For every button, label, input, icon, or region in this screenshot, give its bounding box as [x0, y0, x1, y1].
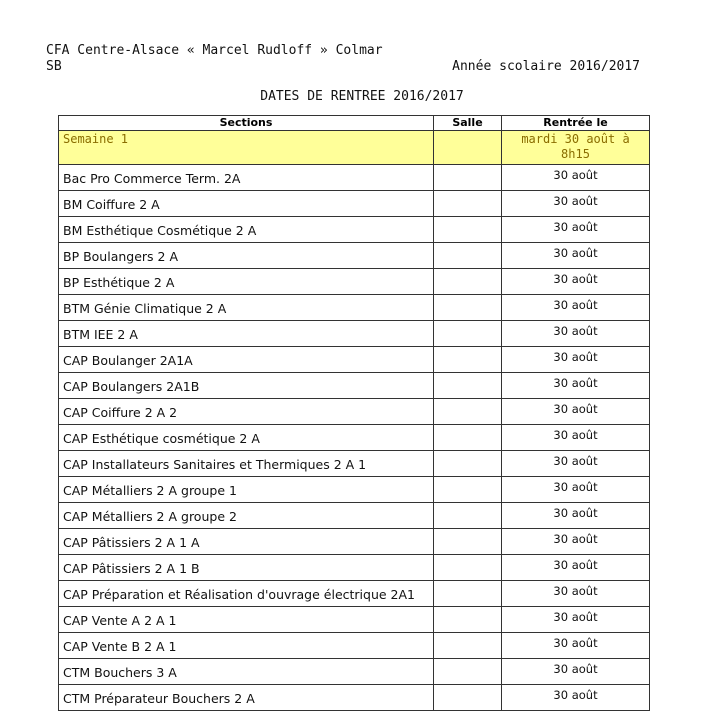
salle-cell [434, 555, 502, 581]
section-cell: Bac Pro Commerce Term. 2A [59, 165, 434, 191]
table-row [59, 503, 650, 529]
table-row [59, 373, 650, 399]
section-cell: CAP Pâtissiers 2 A 1 B [59, 555, 434, 581]
date-cell: 30 août [502, 477, 650, 503]
section-cell: CTM Préparateur Bouchers 2 A [59, 685, 434, 711]
column-header-sections: Sections [59, 116, 434, 131]
table-row [59, 477, 650, 503]
table-row [59, 529, 650, 555]
date-cell: 30 août [502, 191, 650, 217]
section-cell: BP Esthétique 2 A [59, 269, 434, 295]
date-cell: 30 août [502, 243, 650, 269]
date-cell: 30 août [502, 165, 650, 191]
schedule-table [58, 115, 650, 711]
section-cell: CAP Préparation et Réalisation d'ouvrage électrique 2A1 [59, 581, 434, 607]
salle-cell [434, 321, 502, 347]
salle-cell [434, 373, 502, 399]
week-salle [434, 131, 502, 165]
salle-cell [434, 503, 502, 529]
table-row [59, 269, 650, 295]
section-cell: BM Coiffure 2 A [59, 191, 434, 217]
table-row [59, 191, 650, 217]
date-cell: 30 août [502, 685, 650, 711]
school-year: Année scolaire 2016/2017 [452, 59, 640, 74]
document-title: DATES DE RENTREE 2016/2017 [260, 89, 464, 104]
date-cell: 30 août [502, 503, 650, 529]
date-cell: 30 août [502, 633, 650, 659]
table-row [59, 165, 650, 191]
column-header-salle: Salle [434, 116, 502, 131]
school-name: CFA Centre-Alsace « Marcel Rudloff » Colmar [46, 43, 383, 58]
section-cell: CTM Bouchers 3 A [59, 659, 434, 685]
week-label: Semaine 1 [59, 131, 434, 165]
salle-cell [434, 191, 502, 217]
section-cell: BTM IEE 2 A [59, 321, 434, 347]
section-cell: CAP Métalliers 2 A groupe 1 [59, 477, 434, 503]
date-cell: 30 août [502, 659, 650, 685]
salle-cell [434, 607, 502, 633]
date-cell: 30 août [502, 269, 650, 295]
section-cell: CAP Pâtissiers 2 A 1 A [59, 529, 434, 555]
table-row [59, 685, 650, 711]
section-cell: BM Esthétique Cosmétique 2 A [59, 217, 434, 243]
section-cell: CAP Boulangers 2A1B [59, 373, 434, 399]
week-date: mardi 30 août à 8h15 [502, 131, 650, 165]
date-cell: 30 août [502, 373, 650, 399]
section-cell: BTM Génie Climatique 2 A [59, 295, 434, 321]
table-row [59, 243, 650, 269]
table-row [59, 555, 650, 581]
salle-cell [434, 295, 502, 321]
salle-cell [434, 217, 502, 243]
table-row [59, 295, 650, 321]
date-cell: 30 août [502, 607, 650, 633]
date-cell: 30 août [502, 217, 650, 243]
author-initials: SB [46, 59, 62, 74]
table-row [59, 659, 650, 685]
table-row [59, 217, 650, 243]
table-row [59, 399, 650, 425]
table-header-row [59, 116, 650, 131]
salle-cell [434, 243, 502, 269]
section-cell: BP Boulangers 2 A [59, 243, 434, 269]
salle-cell [434, 529, 502, 555]
date-cell: 30 août [502, 295, 650, 321]
date-cell: 30 août [502, 425, 650, 451]
week-row [59, 131, 650, 165]
section-cell: CAP Coiffure 2 A 2 [59, 399, 434, 425]
table-row [59, 581, 650, 607]
salle-cell [434, 685, 502, 711]
section-cell: CAP Boulanger 2A1A [59, 347, 434, 373]
salle-cell [434, 581, 502, 607]
salle-cell [434, 451, 502, 477]
table-row [59, 321, 650, 347]
salle-cell [434, 633, 502, 659]
column-header-rentree: Rentrée le [502, 116, 650, 131]
date-cell: 30 août [502, 347, 650, 373]
date-cell: 30 août [502, 529, 650, 555]
date-cell: 30 août [502, 399, 650, 425]
table-row [59, 633, 650, 659]
section-cell: CAP Vente B 2 A 1 [59, 633, 434, 659]
salle-cell [434, 399, 502, 425]
date-cell: 30 août [502, 321, 650, 347]
salle-cell [434, 477, 502, 503]
section-cell: CAP Vente A 2 A 1 [59, 607, 434, 633]
table-row [59, 425, 650, 451]
table-row [59, 607, 650, 633]
salle-cell [434, 659, 502, 685]
salle-cell [434, 347, 502, 373]
salle-cell [434, 425, 502, 451]
section-cell: CAP Esthétique cosmétique 2 A [59, 425, 434, 451]
table-row [59, 347, 650, 373]
salle-cell [434, 269, 502, 295]
salle-cell [434, 165, 502, 191]
table-row [59, 451, 650, 477]
section-cell: CAP Installateurs Sanitaires et Thermiques 2 A 1 [59, 451, 434, 477]
date-cell: 30 août [502, 581, 650, 607]
date-cell: 30 août [502, 451, 650, 477]
section-cell: CAP Métalliers 2 A groupe 2 [59, 503, 434, 529]
date-cell: 30 août [502, 555, 650, 581]
